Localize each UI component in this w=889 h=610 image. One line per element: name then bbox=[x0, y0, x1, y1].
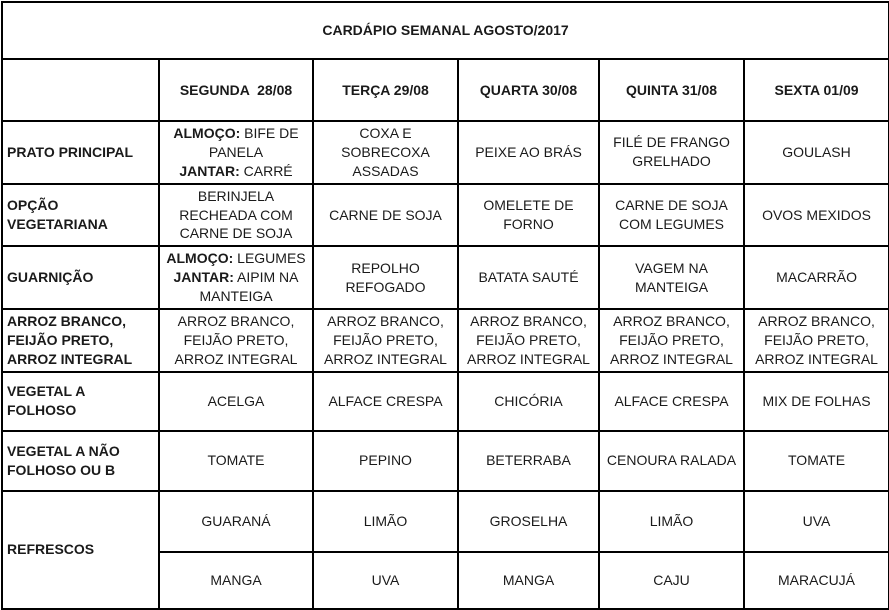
menu-cell: GROSELHA bbox=[458, 491, 599, 552]
title-row bbox=[2, 2, 889, 59]
menu-cell: ARROZ BRANCO, FEIJÃO PRETO, ARROZ INTEGRAL bbox=[458, 309, 599, 372]
menu-cell: MANGA bbox=[159, 552, 313, 609]
meal-value: CARRÉ bbox=[239, 162, 293, 179]
meal-prefix-label: ALMOÇO: bbox=[173, 125, 241, 141]
row-label-cell: PRATO PRINCIPAL bbox=[2, 121, 159, 184]
row-label-cell: VEGETAL A FOLHOSO bbox=[2, 372, 159, 431]
menu-cell: OVOS MEXIDOS bbox=[744, 184, 889, 247]
day-header-row bbox=[2, 59, 889, 121]
menu-cell bbox=[159, 121, 313, 184]
row-label-cell: GUARNIÇÃO bbox=[2, 246, 159, 309]
menu-cell: BETERRABA bbox=[458, 431, 599, 491]
menu-cell: VAGEM NA MANTEIGA bbox=[599, 246, 744, 309]
menu-cell: UVA bbox=[744, 491, 889, 552]
corner-cell bbox=[2, 59, 159, 121]
meal-prefix-label: JANTAR: bbox=[173, 269, 234, 286]
row-label-cell: OPÇÃO VEGETARIANA bbox=[2, 184, 159, 247]
menu-cell: ARROZ BRANCO, FEIJÃO PRETO, ARROZ INTEGRAL bbox=[159, 309, 313, 372]
menu-row bbox=[2, 491, 889, 552]
menu-cell: BERINJELA RECHEADA COM CARNE DE SOJA bbox=[159, 184, 313, 247]
meal-prefix-label: JANTAR: bbox=[179, 162, 240, 179]
menu-cell: LIMÃO bbox=[599, 491, 744, 552]
menu-cell: CARNE DE SOJA COM LEGUMES bbox=[599, 184, 744, 247]
weekly-menu-table bbox=[1, 1, 889, 610]
menu-cell bbox=[159, 246, 313, 309]
day-header-4: QUINTA 31/08 bbox=[599, 59, 744, 121]
menu-cell: REPOLHO REFOGADO bbox=[313, 246, 458, 309]
row-label-cell: REFRESCOS bbox=[2, 491, 159, 609]
day-header-1: SEGUNDA 28/08 bbox=[159, 59, 313, 121]
menu-cell: PEIXE AO BRÁS bbox=[458, 121, 599, 184]
menu-cell: CENOURA RALADA bbox=[599, 431, 744, 491]
meal-prefix-label: ALMOÇO: bbox=[166, 250, 234, 267]
menu-cell: ARROZ BRANCO, FEIJÃO PRETO, ARROZ INTEGRAL bbox=[313, 309, 458, 372]
menu-cell: MANGA bbox=[458, 552, 599, 609]
menu-cell: CARNE DE SOJA bbox=[313, 184, 458, 247]
menu-cell: CAJU bbox=[599, 552, 744, 609]
menu-cell: UVA bbox=[313, 552, 458, 609]
menu-cell: COXA E SOBRECOXA ASSADAS bbox=[313, 121, 458, 184]
menu-cell: ARROZ BRANCO, FEIJÃO PRETO, ARROZ INTEGRAL bbox=[599, 309, 744, 372]
meal-line bbox=[165, 162, 307, 181]
row-label-cell: VEGETAL A NÃO FOLHOSO OU B bbox=[2, 431, 159, 491]
page-title: CARDÁPIO SEMANAL AGOSTO/2017 bbox=[2, 2, 889, 59]
menu-cell: MIX DE FOLHAS bbox=[744, 372, 889, 431]
menu-cell: OMELETE DE FORNO bbox=[458, 184, 599, 247]
menu-cell: GOULASH bbox=[744, 121, 889, 184]
meal-line bbox=[165, 124, 307, 162]
meal-line bbox=[165, 268, 307, 306]
menu-row bbox=[2, 431, 889, 491]
menu-cell: LIMÃO bbox=[313, 491, 458, 552]
menu-cell: TOMATE bbox=[744, 431, 889, 491]
menu-cell: MARACUJÁ bbox=[744, 552, 889, 609]
menu-cell: GUARANÁ bbox=[159, 491, 313, 552]
menu-cell: MACARRÃO bbox=[744, 246, 889, 309]
menu-cell: FILÉ DE FRANGO GRELHADO bbox=[599, 121, 744, 184]
day-header-3: QUARTA 30/08 bbox=[458, 59, 599, 121]
menu-row bbox=[2, 184, 889, 247]
menu-cell: ALFACE CRESPA bbox=[599, 372, 744, 431]
menu-cell: ALFACE CRESPA bbox=[313, 372, 458, 431]
menu-cell: PEPINO bbox=[313, 431, 458, 491]
row-label-cell: ARROZ BRANCO, FEIJÃO PRETO, ARROZ INTEGRAL bbox=[2, 309, 159, 372]
menu-row bbox=[2, 372, 889, 431]
menu-cell: CHICÓRIA bbox=[458, 372, 599, 431]
meal-value: BIFE DE PANELA bbox=[208, 125, 299, 160]
menu-cell: BATATA SAUTÉ bbox=[458, 246, 599, 309]
menu-cell: ARROZ BRANCO, FEIJÃO PRETO, ARROZ INTEGRAL bbox=[744, 309, 889, 372]
menu-cell: TOMATE bbox=[159, 431, 313, 491]
menu-row bbox=[2, 121, 889, 184]
meal-value: LEGUMES bbox=[233, 250, 306, 267]
menu-cell: ACELGA bbox=[159, 372, 313, 431]
day-header-2: TERÇA 29/08 bbox=[313, 59, 458, 121]
menu-row bbox=[2, 309, 889, 372]
meal-value: AIPIM NA MANTEIGA bbox=[199, 269, 299, 305]
day-header-5: SEXTA 01/09 bbox=[744, 59, 889, 121]
meal-line bbox=[165, 249, 307, 268]
menu-row bbox=[2, 246, 889, 309]
